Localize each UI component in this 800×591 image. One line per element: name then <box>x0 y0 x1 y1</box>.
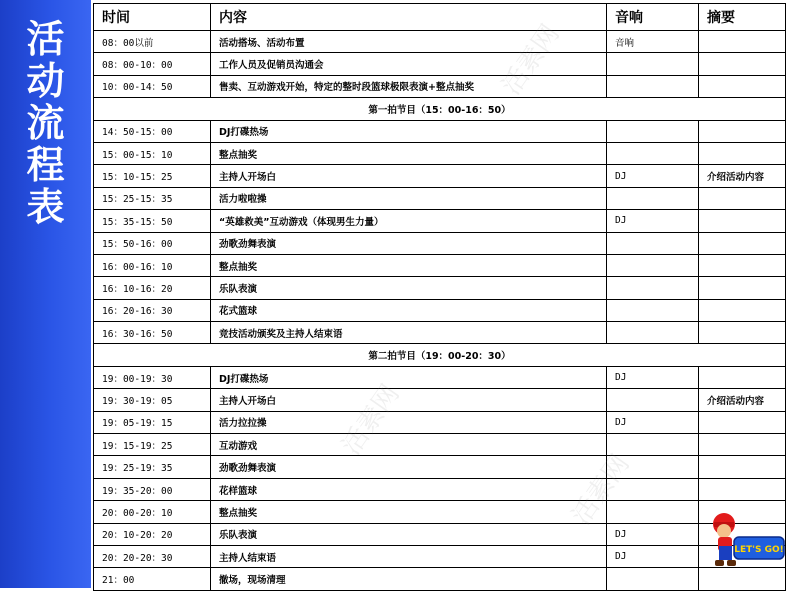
time-cell: 16：20-16：30 <box>94 299 211 321</box>
table-row <box>94 165 786 187</box>
content-cell: 互动游戏 <box>211 434 607 456</box>
title-char: 流 <box>26 101 65 145</box>
content-cell: 主持人开场白 <box>211 165 607 187</box>
content-cell: DJ打碟热场 <box>211 366 607 388</box>
time-cell: 20：00-20：10 <box>94 501 211 523</box>
sound-cell <box>607 568 699 590</box>
summary-cell <box>699 478 786 500</box>
sound-cell <box>607 232 699 254</box>
sound-cell <box>607 322 699 344</box>
summary-cell <box>699 187 786 209</box>
content-cell: 花式篮球 <box>211 299 607 321</box>
time-cell: 08：00以前 <box>94 31 211 53</box>
table-row <box>94 232 786 254</box>
content-cell: “英雄救美”互动游戏（体现男生力量） <box>211 210 607 232</box>
time-cell: 15：35-15：50 <box>94 210 211 232</box>
content-cell: 撤场，现场清理 <box>211 568 607 590</box>
time-cell: 19：15-19：25 <box>94 434 211 456</box>
time-cell: 15：00-15：10 <box>94 142 211 164</box>
content-cell: 劲歌劲舞表演 <box>211 232 607 254</box>
table-row <box>94 254 786 276</box>
table-row <box>94 389 786 411</box>
time-cell: 19：35-20：00 <box>94 478 211 500</box>
table-row <box>94 142 786 164</box>
content-cell: 乐队表演 <box>211 523 607 545</box>
sound-cell <box>607 277 699 299</box>
mascot-badge-text: LET'S GO! <box>734 545 784 555</box>
table-row <box>94 568 786 590</box>
summary-cell <box>699 210 786 232</box>
header-sound: 音响 <box>607 4 699 31</box>
sidebar-banner <box>0 0 91 588</box>
time-cell: 21：00 <box>94 568 211 590</box>
time-cell: 20：20-20：30 <box>94 545 211 567</box>
table-row <box>94 120 786 142</box>
content-cell: 整点抽奖 <box>211 142 607 164</box>
summary-cell <box>699 366 786 388</box>
header-content: 内容 <box>211 4 607 31</box>
title-char: 程 <box>26 143 65 187</box>
sound-cell <box>607 389 699 411</box>
sound-cell <box>607 254 699 276</box>
sound-cell: 音响 <box>607 31 699 53</box>
section-row <box>94 344 786 366</box>
table-row <box>94 478 786 500</box>
table-row <box>94 299 786 321</box>
content-cell: DJ打碟热场 <box>211 120 607 142</box>
time-cell: 19：30-19：05 <box>94 389 211 411</box>
title-char: 活 <box>26 17 65 61</box>
time-cell: 15：50-16：00 <box>94 232 211 254</box>
sound-cell <box>607 434 699 456</box>
content-cell: 花样篮球 <box>211 478 607 500</box>
time-cell: 19：25-19：35 <box>94 456 211 478</box>
sound-cell: DJ <box>607 366 699 388</box>
table-row <box>94 456 786 478</box>
content-cell: 整点抽奖 <box>211 254 607 276</box>
table-row <box>94 411 786 433</box>
content-cell: 售卖、互动游戏开始，特定的整时段篮球极限表演+整点抽奖 <box>211 75 607 97</box>
watermark-text: 活素网 <box>566 449 636 531</box>
summary-cell <box>699 53 786 75</box>
sound-cell: DJ <box>607 523 699 545</box>
sound-cell <box>607 75 699 97</box>
summary-cell <box>699 142 786 164</box>
table-row <box>94 523 786 545</box>
vertical-title <box>0 18 91 228</box>
table-row <box>94 31 786 53</box>
content-cell: 主持人结束语 <box>211 545 607 567</box>
table-row <box>94 277 786 299</box>
summary-cell <box>699 434 786 456</box>
summary-cell <box>699 411 786 433</box>
summary-cell <box>699 232 786 254</box>
table-row <box>94 545 786 567</box>
sound-cell: DJ <box>607 165 699 187</box>
section-title: 第二拍节目（19：00-20：30） <box>94 344 786 366</box>
time-cell: 19：00-19：30 <box>94 366 211 388</box>
mario-mascot-icon <box>706 510 786 576</box>
watermark-text: 活素网 <box>496 19 566 101</box>
header-summary: 摘要 <box>699 4 786 31</box>
table-row <box>94 366 786 388</box>
content-cell: 乐队表演 <box>211 277 607 299</box>
time-cell: 10：00-14：50 <box>94 75 211 97</box>
schedule-table <box>93 3 786 591</box>
summary-cell <box>699 299 786 321</box>
content-cell: 劲歌劲舞表演 <box>211 456 607 478</box>
time-cell: 19：05-19：15 <box>94 411 211 433</box>
time-cell: 15：10-15：25 <box>94 165 211 187</box>
sound-cell: DJ <box>607 210 699 232</box>
summary-cell <box>699 277 786 299</box>
time-cell: 14：50-15：00 <box>94 120 211 142</box>
summary-cell: 介绍活动内容 <box>699 165 786 187</box>
content-cell: 竞技活动颁奖及主持人结束语 <box>211 322 607 344</box>
time-cell: 16：30-16：50 <box>94 322 211 344</box>
section-row <box>94 98 786 120</box>
content-cell: 工作人员及促销员沟通会 <box>211 53 607 75</box>
title-char: 表 <box>26 185 65 229</box>
time-cell: 20：10-20：20 <box>94 523 211 545</box>
table-row <box>94 187 786 209</box>
sound-cell <box>607 142 699 164</box>
sound-cell <box>607 120 699 142</box>
summary-cell <box>699 120 786 142</box>
table-row <box>94 322 786 344</box>
content-cell: 活动搭场、活动布置 <box>211 31 607 53</box>
title-char: 动 <box>26 59 65 103</box>
content-cell: 整点抽奖 <box>211 501 607 523</box>
schedule-body <box>94 31 786 591</box>
time-cell: 15：25-15：35 <box>94 187 211 209</box>
sound-cell: DJ <box>607 545 699 567</box>
time-cell: 16：00-16：10 <box>94 254 211 276</box>
sound-cell <box>607 501 699 523</box>
time-cell: 08：00-10：00 <box>94 53 211 75</box>
summary-cell <box>699 322 786 344</box>
summary-cell <box>699 456 786 478</box>
content-cell: 活力拉拉操 <box>211 411 607 433</box>
sound-cell <box>607 53 699 75</box>
sound-cell <box>607 456 699 478</box>
header-row <box>94 4 786 31</box>
watermark-text: 活素网 <box>336 379 406 461</box>
content-cell: 活力啦啦操 <box>211 187 607 209</box>
section-title: 第一拍节目（15：00-16：50） <box>94 98 786 120</box>
summary-cell <box>699 31 786 53</box>
summary-cell <box>699 75 786 97</box>
sound-cell <box>607 187 699 209</box>
table-row <box>94 75 786 97</box>
summary-cell: 介绍活动内容 <box>699 389 786 411</box>
sound-cell: DJ <box>607 411 699 433</box>
table-row <box>94 434 786 456</box>
table-row <box>94 501 786 523</box>
content-cell: 主持人开场白 <box>211 389 607 411</box>
sound-cell <box>607 299 699 321</box>
summary-cell <box>699 254 786 276</box>
table-row <box>94 53 786 75</box>
header-time: 时间 <box>94 4 211 31</box>
table-row <box>94 210 786 232</box>
time-cell: 16：10-16：20 <box>94 277 211 299</box>
sound-cell <box>607 478 699 500</box>
